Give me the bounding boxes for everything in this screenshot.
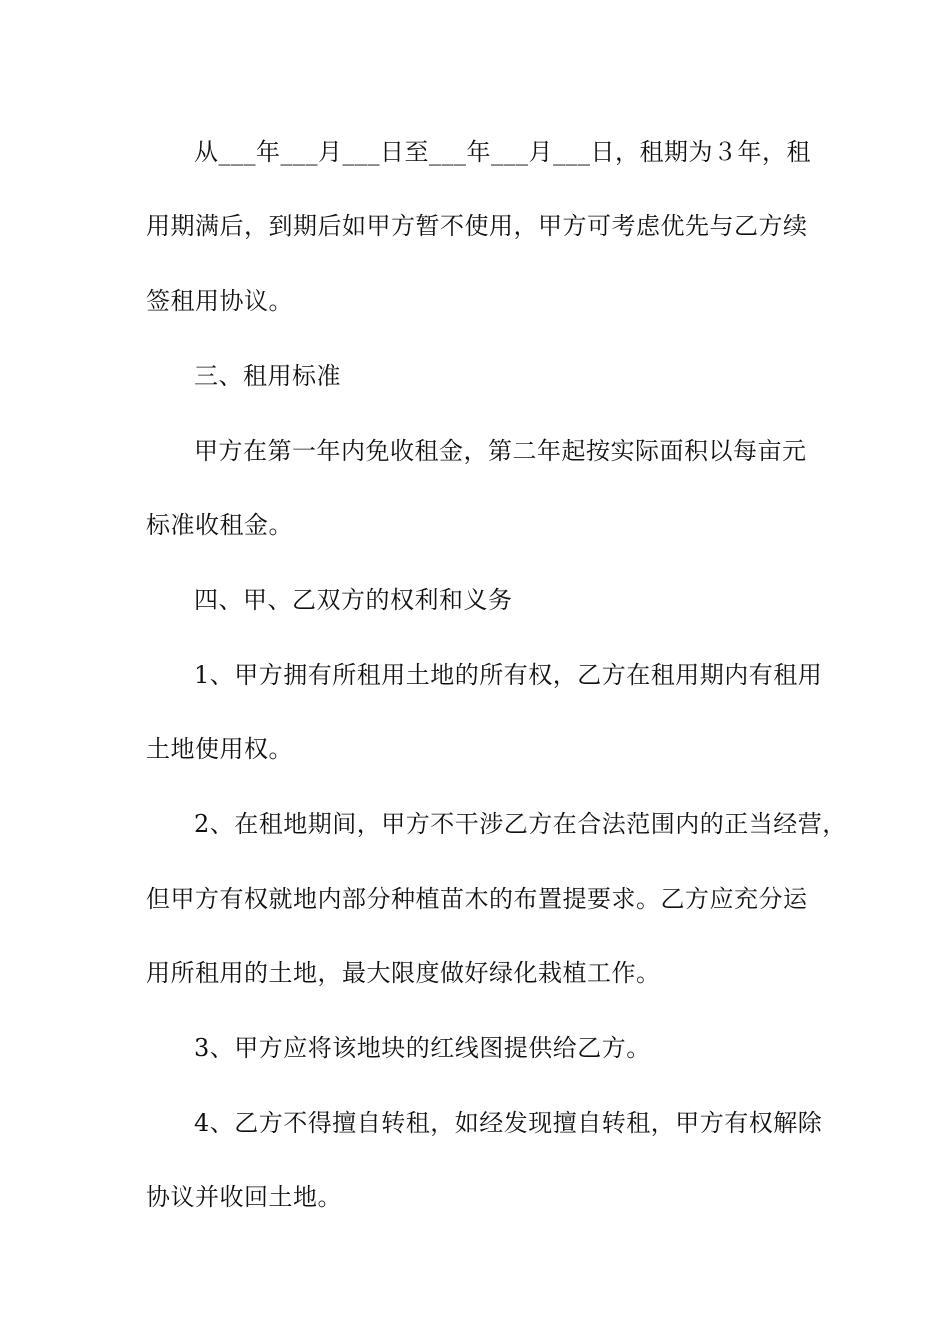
clause-2-line-1: 2、在租地期间，甲方不干涉乙方在合法范围内的正当经营， — [194, 810, 847, 838]
clause-4-line-1: 4、乙方不得擅自转租，如经发现擅自转租，甲方有权解除 — [194, 1109, 823, 1137]
clause-2-line-2: 但甲方有权就地内部分种植苗木的布置提要求。乙方应充分运 — [146, 885, 808, 913]
text-line-rent: 甲方在第一年内免收租金，第二年起按实际面积以每亩元 — [194, 437, 807, 465]
clause-3-line-1: 3、甲方应将该地块的红线图提供给乙方。 — [194, 1034, 651, 1062]
clause-4-line-2: 协议并收回土地。 — [146, 1183, 342, 1211]
text-line-rent-end: 标准收租金。 — [146, 511, 293, 539]
text-line-renewal-end: 签租用协议。 — [146, 287, 293, 315]
text-line-renewal: 用期满后，到期后如甲方暂不使用，甲方可考虑优先与乙方续 — [146, 212, 808, 240]
clause-1-line-2: 土地使用权。 — [146, 735, 293, 763]
section-heading-rent-standard: 三、租用标准 — [194, 362, 341, 390]
clause-1-line-1: 1、甲方拥有所租用土地的所有权，乙方在租用期内有租用 — [194, 661, 823, 689]
section-heading-rights-obligations: 四、甲、乙双方的权利和义务 — [194, 586, 513, 614]
clause-2-line-3: 用所租用的土地，最大限度做好绿化栽植工作。 — [146, 959, 661, 987]
text-line-lease-term: 从___年___月___日至___年___月___日，租期为３年，租 — [194, 138, 811, 166]
